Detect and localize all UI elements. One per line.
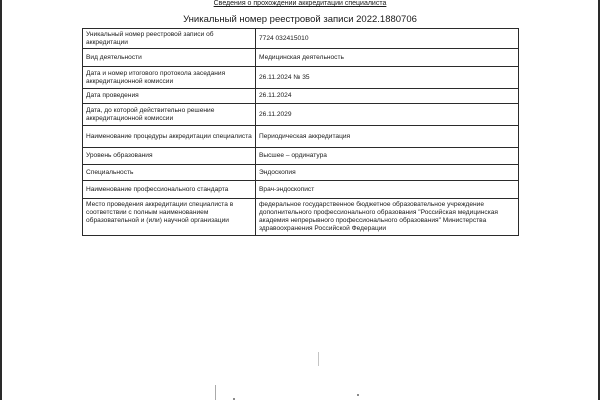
row-value: федеральное государственное бюджетное образовательное учреждение дополнительного профессионального образования "Российская медицинская академия непрерывного профессионального образования" Министерства здравоохранения Российской Федерации <box>256 199 519 236</box>
row-value: Периодическая аккредитация <box>256 126 519 148</box>
row-label: Наименование профессионального стандарта <box>83 181 256 199</box>
document-header: Сведения о прохождении аккредитации специалиста <box>213 0 387 7</box>
table-row <box>83 199 519 236</box>
table-row <box>83 126 519 148</box>
table-row <box>83 181 519 199</box>
row-value: 26.11.2024 <box>256 89 519 104</box>
row-label: Вид деятельности <box>83 49 256 67</box>
row-value: Высшее – ординатура <box>256 148 519 165</box>
row-value: Медицинская деятельность <box>256 49 519 67</box>
scan-artifact <box>215 385 216 400</box>
table-row <box>83 29 519 49</box>
table-row <box>83 49 519 67</box>
document-title: Уникальный номер реестровой записи 2022.1880706 <box>183 14 417 25</box>
row-label: Дата, до которой действительно решение аккредитационной комиссии <box>83 104 256 126</box>
row-label: Место проведения аккредитации специалиста в соответствии с полным наименованием образовательной и (или) научной организации <box>83 199 256 236</box>
table-row <box>83 89 519 104</box>
row-label: Уникальный номер реестровой записи об аккредитации <box>83 29 256 49</box>
row-label: Уровень образования <box>83 148 256 165</box>
row-label: Дата проведения <box>83 89 256 104</box>
row-value: Эндоскопия <box>256 165 519 181</box>
table-row <box>83 148 519 165</box>
row-label: Специальность <box>83 165 256 181</box>
table-row <box>83 165 519 181</box>
accreditation-table <box>82 28 519 236</box>
row-value: 7724 032415010 <box>256 29 519 49</box>
row-value: 26.11.2029 <box>256 104 519 126</box>
table-row <box>83 104 519 126</box>
row-label: Наименование процедуры аккредитации специалиста <box>83 126 256 148</box>
row-value: 26.11.2024 № 35 <box>256 67 519 89</box>
row-label: Дата и номер итогового протокола заседания аккредитационной комиссии <box>83 67 256 89</box>
scan-artifact <box>318 352 319 366</box>
scan-artifact <box>357 394 359 396</box>
row-value: Врач-эндоскопист <box>256 181 519 199</box>
table-row <box>83 67 519 89</box>
